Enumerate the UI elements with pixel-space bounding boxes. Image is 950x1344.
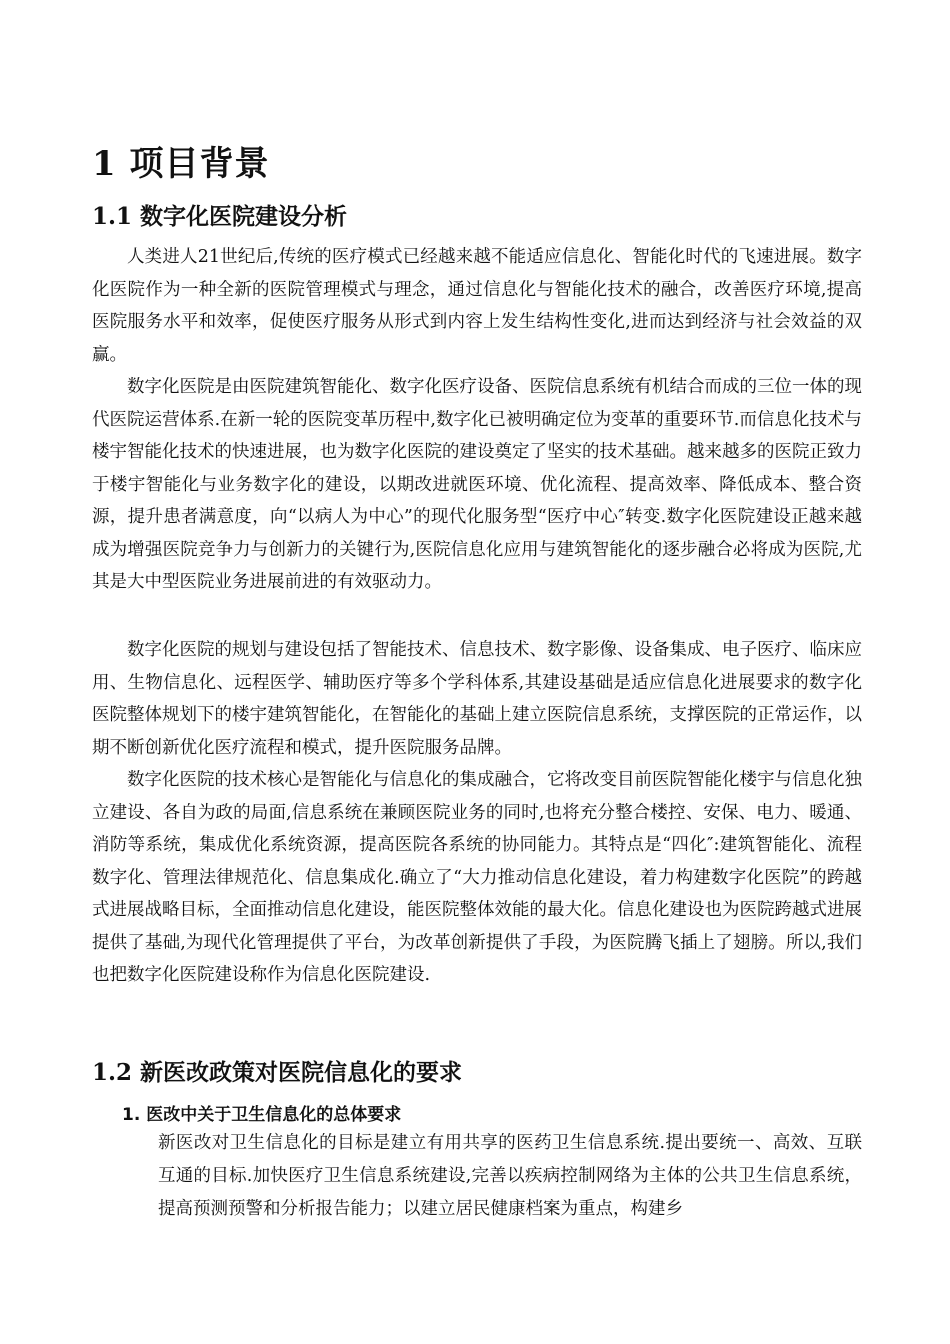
body-paragraph: 数字化医院的技术核心是智能化与信息化的集成融合，它将改变目前医院智能化楼宇与信息化独立建设、各自为政的局面,信息系统在兼顾医院业务的同时,也将充分整合楼控、安保、电力、暖通、消防等系统，集成优化系统资源，提高医院各系统的协同能力。其特点是“四化″:建筑智能化、流程数字化、管理法律规范化、信息集成化.确立了“大力推动信息化建设，着力构建数字化医院”的跨越式进展战略目标，全面推动信息化建设，能医院整体效能的最大化。信息化建设也为医院跨越式进展提供了基础,为现代化管理提供了平台，为改革创新提供了手段，为医院腾飞插上了翅膀。所以,我们也把数字化医院建设称作为信息化医院建设. — [92, 770, 862, 985]
body-paragraph: 数字化医院是由医院建筑智能化、数字化医疗设备、医院信息系统有机结合而成的三位一体的现代医院运营体系.在新一轮的医院变革历程中,数字化已被明确定位为变革的重要环节.而信息化技术与楼宇智能化技术的快速进展，也为数字化医院的建设奠定了坚实的技术基础。越来越多的医院正致力于楼宇智能化与业务数字化的建设，以期改进就医环境、优化流程、提高效率、降低成本、整合资源，提升患者满意度，向“以病人为中心”的现代化服务型“医疗中心″转变.数字化医院建设正越来越成为增强医院竞争力与创新力的关键行为,医院信息化应用与建筑智能化的逐步融合必将成为医院,尤其是大中型医院业务进展前进的有效驱动力。 — [92, 377, 862, 592]
body-paragraph: 新医改对卫生信息化的目标是建立有用共享的医药卫生信息系统.提出要统一、高效、互联互通的目标.加快医疗卫生信息系统建设,完善以疾病控制网络为主体的公共卫生信息系统，提高预测预警和分析报告能力；以建立居民健康档案为重点，构建乡 — [158, 1133, 862, 1219]
section-title-1-2: 1.2 新医改政策对医院信息化的要求 — [92, 1059, 463, 1086]
chapter-title: 1 项目背景 — [92, 144, 270, 184]
subsection-heading: 1. 医改中关于卫生信息化的总体要求 — [122, 1105, 402, 1125]
body-paragraph: 人类进人21世纪后,传统的医疗模式已经越来越不能适应信息化、智能化时代的飞速进展。数字化医院作为一种全新的医院管理模式与理念，通过信息化与智能化技术的融合，改善医疗环境,提高医院服务水平和效率，促使医疗服务从形式到内容上发生结构性变化,进而达到经济与社会效益的双赢。 — [92, 247, 862, 365]
body-paragraph: 数字化医院的规划与建设包括了智能技术、信息技术、数字影像、设备集成、电子医疗、临床应用、生物信息化、远程医学、辅助医疗等多个学科体系,其建设基础是适应信息化进展要求的数字化医院整体规划下的楼宇建筑智能化，在智能化的基础上建立医院信息系统，支撑医院的正常运作，以期不断创新优化医疗流程和模式，提升医院服务品牌。 — [92, 640, 862, 758]
section-title-1-1: 1.1 数字化医院建设分析 — [92, 203, 348, 230]
